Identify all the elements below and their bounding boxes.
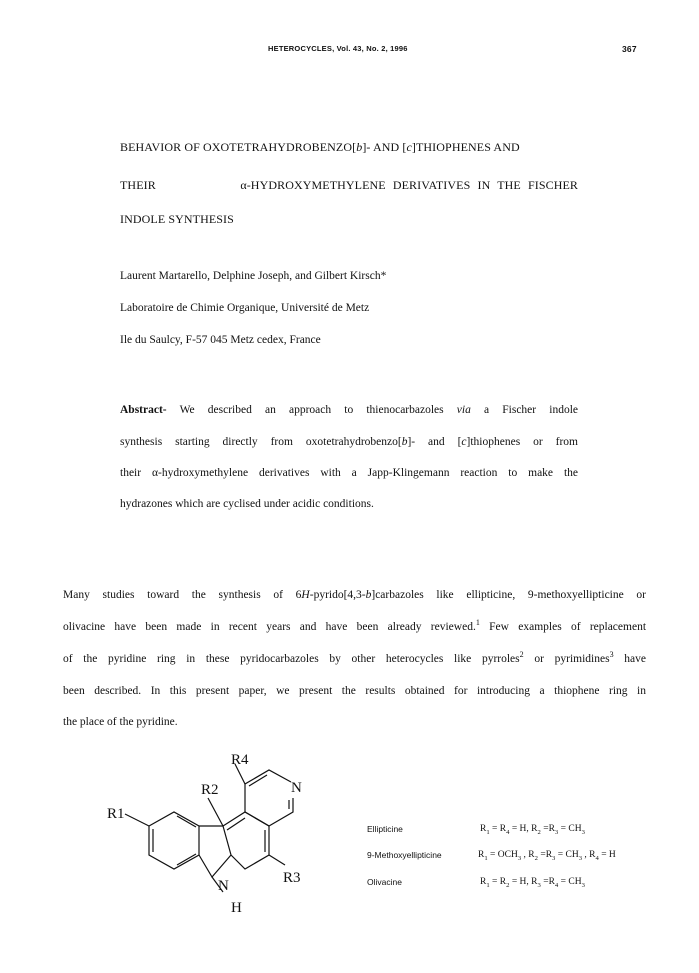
benzene-ring (149, 812, 199, 869)
compound-name: 9-Methoxyellipticine (367, 850, 442, 860)
label-n-indole: N (218, 878, 229, 894)
affiliation-line-2: Ile du Saulcy, F-57 045 Metz cedex, France (120, 334, 321, 346)
title-line-1 (120, 140, 520, 155)
compound-subst: $R_1 = R_2 = H$, $R_3 =R_4 = CH_3$ (480, 877, 585, 889)
compound-name: Ellipticine (367, 824, 403, 834)
body-line-4: been described. In this present paper, we present the results obtained for introducing a thiophene ring in (63, 685, 646, 697)
title-line-2-word-their: THEIR (120, 178, 156, 192)
pyrrole-ring (199, 826, 231, 877)
body-line-1: Many studies toward the synthesis of 6H-pyrido[4,3-b]carbazoles like ellipticine, 9-methoxyellipticine or (63, 589, 646, 601)
compound-subst: $R_1 = R_4 = H$, $R_2 =R_3 = CH_3$ (480, 824, 585, 836)
label-h: H (231, 900, 242, 916)
affiliation-line-1: Laboratoire de Chimie Organique, Université de Metz (120, 302, 370, 314)
compound-row (367, 824, 403, 835)
title-line-1-text: BEHAVIOR OF OXOTETRAHYDROBENZO[b]- AND [c]THIOPHENES AND (120, 140, 520, 154)
compound-subst: $R_1 = OCH_3$ , $R_2 =R_3 = CH_3$ , $R_4 = H$ (478, 850, 616, 862)
label-n-pyridine: N (291, 780, 302, 796)
abstract-line-4: hydrazones which are cyclised under acidic conditions. (120, 498, 374, 510)
running-header: HETEROCYCLES, Vol. 43, No. 2, 1996 (268, 44, 408, 53)
pyridine-ring (245, 770, 291, 812)
label-r2: R2 (201, 782, 219, 798)
body-line-3: of the pyridine ring in these pyridocarbazoles by other heterocycles like pyrroles$^2$ or pyrimidines$^3$ have (63, 650, 646, 665)
central-ring (223, 812, 269, 869)
abstract-line-3: their α-hydroxymethylene derivatives with a Japp-Klingemann reaction to make the (120, 467, 578, 479)
label-r1: R1 (107, 806, 125, 822)
paper-title (120, 140, 580, 230)
compound-name: Olivacine (367, 877, 402, 887)
author-names: Laurent Martarello, Delphine Joseph, and Gilbert Kirsch* (120, 270, 387, 282)
label-r3: R3 (283, 870, 301, 886)
compound-row (367, 850, 442, 861)
abstract-line-1: Abstract- We described an approach to thienocarbazoles via a Fischer indole (120, 404, 578, 416)
compound-row (367, 877, 402, 888)
title-line-2 (120, 178, 578, 193)
abstract-line-2: synthesis starting directly from oxotetrahydrobenzo[b]- and [c]thiophenes or from (120, 436, 578, 448)
pyridocarbazole-structure (105, 752, 365, 932)
page-number: 367 (622, 44, 637, 54)
abstract-heading: Abstract- (120, 404, 167, 416)
title-line-2-rest: α-HYDROXYMETHYLENE DERIVATIVES IN THE FISCHER (240, 178, 578, 192)
body-line-2: olivacine have been made in recent years and have been already reviewed.$^1$ Few examples of replacement (63, 618, 647, 633)
label-r4: R4 (231, 752, 249, 768)
title-line-3: INDOLE SYNTHESIS (120, 212, 234, 226)
body-line-5: the place of the pyridine. (63, 716, 178, 728)
